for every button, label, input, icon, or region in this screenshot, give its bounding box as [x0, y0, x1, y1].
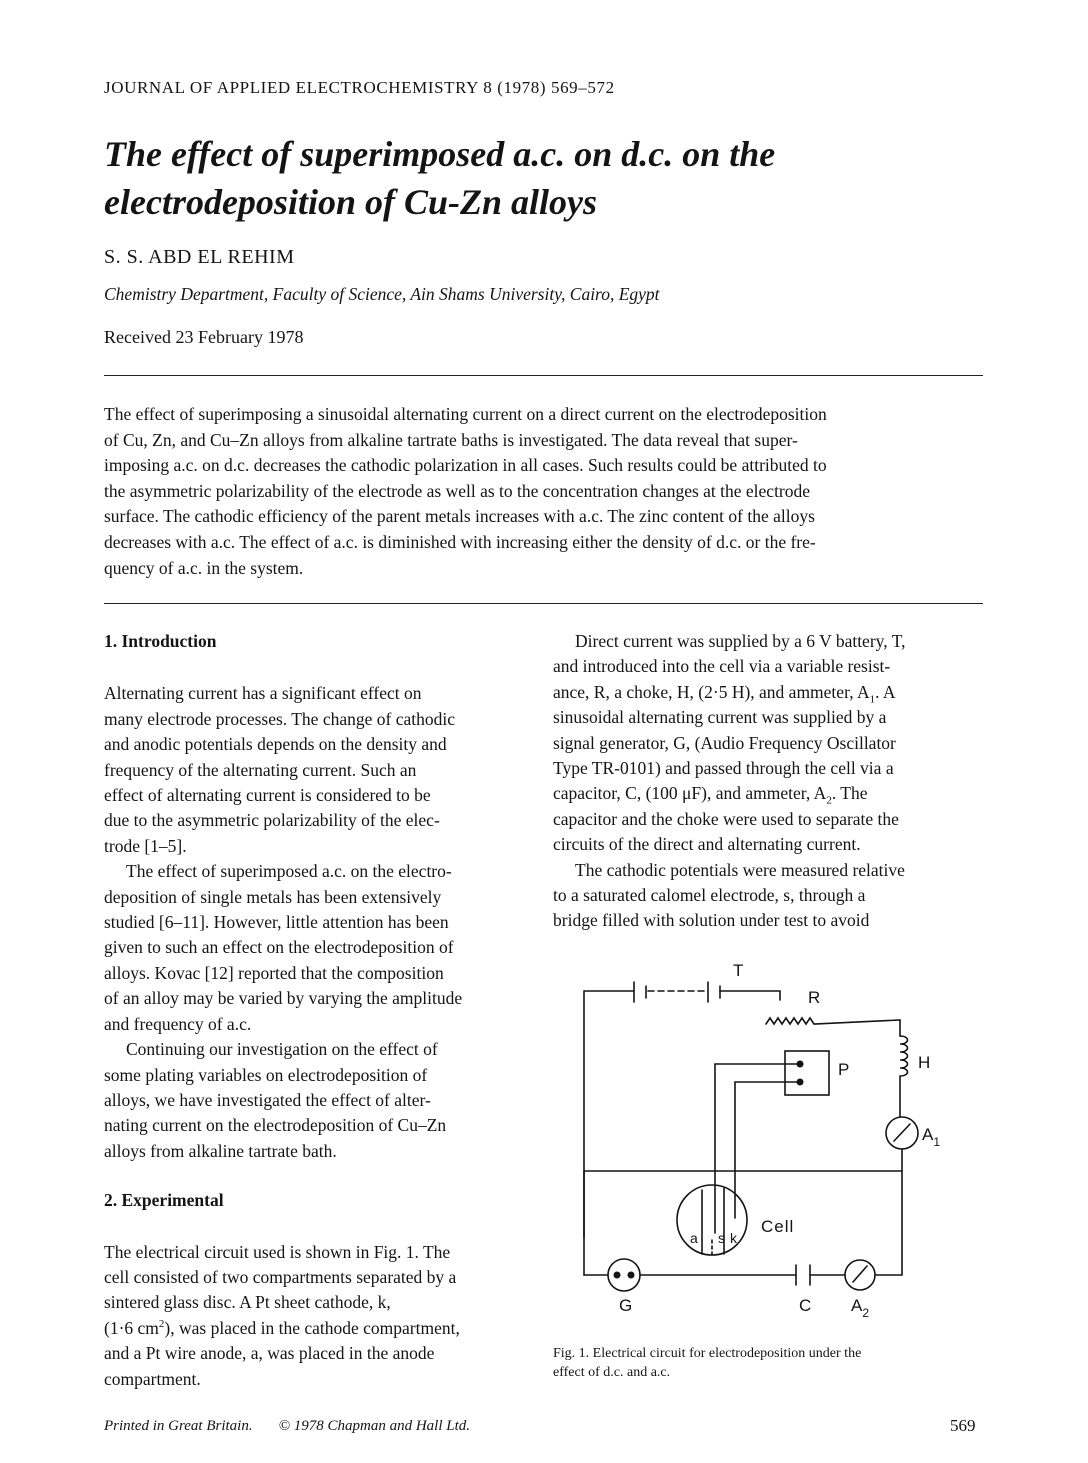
body-text: ance, R, a choke, H, (2·5 H), and ammeter, A — [553, 681, 870, 702]
body-line: to a saturated calomel electrode, s, through a — [553, 885, 866, 906]
abstract-line: imposing a.c. on d.c. decreases the cathodic polarization in all cases. Such results could be attributed to — [104, 455, 827, 476]
label-cell: Cell — [761, 1217, 795, 1236]
body-line: and introduced into the cell via a variable resist- — [553, 656, 891, 677]
wire-ac-right — [875, 1171, 902, 1275]
label-r: R — [808, 988, 821, 1007]
experimental-line: sintered glass disc. A Pt sheet cathode, k, — [104, 1292, 391, 1313]
signal-generator-g — [608, 1259, 640, 1291]
article-title — [104, 130, 984, 226]
label-t: T — [733, 961, 744, 980]
section-heading-introduction: 1. Introduction — [104, 631, 217, 651]
body-text: . A — [875, 681, 896, 702]
received-date: Received 23 February 1978 — [104, 327, 304, 347]
body-line — [553, 781, 983, 806]
label-a2 — [851, 1296, 869, 1320]
terminal-dot — [614, 1272, 621, 1279]
ammeter-a2-needle — [853, 1266, 867, 1282]
body-line: signal generator, G, (Audio Frequency Oscillator — [553, 732, 896, 753]
intro-line: effect of alternating current is considered to be — [104, 785, 431, 806]
abstract — [104, 402, 983, 581]
intro-line: Alternating current has a significant effect on — [104, 683, 422, 704]
title-line-1: The effect of superimposed a.c. on d.c. on the — [104, 134, 776, 174]
terminal-dot — [797, 1061, 804, 1068]
resistor-r — [766, 1018, 900, 1036]
experimental-line: cell consisted of two compartments separated by a — [104, 1266, 457, 1287]
body-line: circuits of the direct and alternating current. — [553, 834, 861, 855]
intro-line: many electrode processes. The change of cathodic — [104, 708, 455, 729]
author: S. S. ABD EL REHIM — [104, 246, 295, 268]
label-a: a — [690, 1230, 698, 1246]
choke-h — [900, 1036, 908, 1116]
body-line: sinusoidal alternating current was supplied by a — [553, 707, 887, 728]
figure-caption — [553, 1344, 983, 1382]
intro-line: alloys. Kovac [12] reported that the composition — [104, 962, 444, 983]
section-heading-experimental: 2. Experimental — [104, 1190, 224, 1211]
journal-header: JOURNAL OF APPLIED ELECTROCHEMISTRY 8 (1978) 569–572 — [104, 78, 615, 97]
potentiometer-box — [785, 1051, 829, 1095]
body-line — [553, 680, 983, 705]
body-text: . The — [831, 783, 868, 804]
experimental-line: and a Pt wire anode, a, was placed in the anode — [104, 1343, 435, 1364]
intro-line: trode [1–5]. — [104, 835, 187, 856]
label-a2-sub: 2 — [862, 1306, 870, 1320]
abstract-line: quency of a.c. in the system. — [104, 557, 304, 578]
intro-line: due to the asymmetric polarizability of the elec- — [104, 810, 440, 831]
printed-note: Printed in Great Britain. — [104, 1418, 253, 1434]
abstract-line: The effect of superimposing a sinusoidal alternating current on a direct current on the electrodeposition — [104, 404, 827, 424]
caption-line: effect of d.c. and a.c. — [553, 1365, 671, 1380]
experimental-line — [104, 1316, 534, 1341]
label-a1 — [922, 1125, 940, 1149]
wire-dc-top — [720, 991, 780, 1000]
intro-line: some plating variables on electrodeposition of — [104, 1064, 428, 1085]
intro-line: and frequency of a.c. — [104, 1013, 252, 1034]
intro-line: nating current on the electrodeposition of Cu–Zn — [104, 1115, 447, 1136]
ammeter-a1-needle — [894, 1124, 910, 1141]
label-k: k — [730, 1230, 737, 1246]
title-line-2: electrodeposition of Cu-Zn alloys — [104, 182, 597, 222]
label-c: C — [799, 1296, 812, 1315]
label-a1-sub: 1 — [933, 1135, 940, 1149]
body-line: The cathodic potentials were measured relative — [575, 859, 905, 880]
experimental-line: The electrical circuit used is shown in Fig. 1. The — [104, 1241, 451, 1262]
wire-dc-left — [584, 991, 634, 1238]
label-a2-letter: A — [851, 1296, 863, 1315]
terminal-dot — [797, 1079, 804, 1086]
footer-printed — [104, 1418, 470, 1435]
intro-line: Continuing our investigation on the effect of — [126, 1039, 438, 1060]
intro-line: of an alloy may be varied by varying the amplitude — [104, 988, 463, 1009]
experimental-line: compartment. — [104, 1368, 201, 1389]
intro-line: alloys, we have investigated the effect of alter- — [104, 1089, 431, 1110]
circuit-diagram — [570, 958, 940, 1328]
subscript: 1 — [869, 693, 876, 706]
label-g: G — [619, 1296, 633, 1315]
left-column — [104, 629, 534, 1392]
label-a1-letter: A — [922, 1125, 934, 1144]
body-line: Direct current was supplied by a 6 V battery, T, — [575, 631, 906, 651]
affiliation: Chemistry Department, Faculty of Science, Ain Shams University, Cairo, Egypt — [104, 284, 660, 304]
intro-line: studied [6–11]. However, little attention has been — [104, 912, 449, 933]
caption-line: Fig. 1. Electrical circuit for electrodeposition under the — [553, 1346, 862, 1361]
terminal-dot — [628, 1272, 635, 1279]
abstract-line: the asymmetric polarizability of the electrode as well as to the concentration changes at the electrode — [104, 480, 811, 501]
intro-line: frequency of the alternating current. Such an — [104, 759, 417, 780]
abstract-line: surface. The cathodic efficiency of the parent metals increases with a.c. The zinc content of the alloys — [104, 506, 815, 527]
intro-line: deposition of single metals has been extensively — [104, 886, 442, 907]
label-p: P — [838, 1060, 850, 1079]
body-line: capacitor and the choke were used to separate the — [553, 808, 899, 829]
intro-line: alloys from alkaline tartrate bath. — [104, 1140, 337, 1161]
experimental-text: ), was placed in the cathode compartment, — [164, 1317, 460, 1338]
superscript: 2 — [158, 1317, 165, 1330]
intro-line: given to such an effect on the electrodeposition of — [104, 937, 454, 958]
page-number: 569 — [950, 1416, 976, 1435]
right-column — [553, 629, 983, 934]
body-line: bridge filled with solution under test to avoid — [553, 910, 870, 931]
abstract-rule — [104, 603, 983, 604]
abstract-line: of Cu, Zn, and Cu–Zn alloys from alkaline tartrate baths is investigated. The data reveal that super- — [104, 429, 798, 450]
label-h: H — [918, 1053, 931, 1072]
intro-line: and anodic potentials depends on the density and — [104, 734, 447, 755]
subscript: 2 — [826, 794, 832, 807]
label-s: s — [718, 1230, 725, 1246]
body-line: Type TR-0101) and passed through the cell via a — [553, 758, 894, 779]
copyright: © 1978 Chapman and Hall Ltd. — [278, 1418, 471, 1434]
wire-p-inner — [735, 1082, 798, 1218]
experimental-text: (1·6 cm — [104, 1317, 159, 1338]
top-rule — [104, 375, 983, 376]
abstract-line: decreases with a.c. The effect of a.c. is diminished with increasing either the density of d.c. or the fre- — [104, 531, 816, 552]
body-text: capacitor, C, (100 μF), and ammeter, A — [553, 783, 827, 804]
intro-line: The effect of superimposed a.c. on the electro- — [126, 861, 452, 882]
